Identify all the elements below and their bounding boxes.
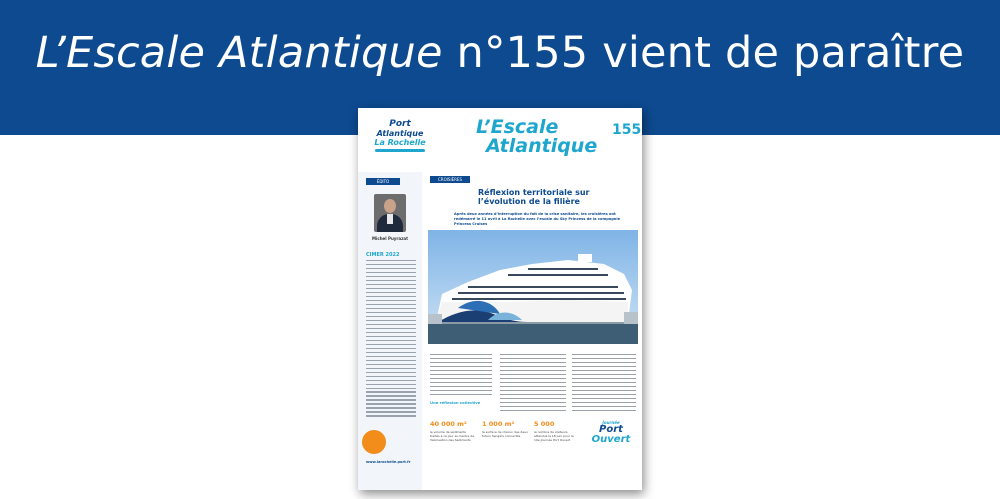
publication-name: L’Escale Atlantique — [35, 28, 443, 78]
stat-item — [534, 420, 580, 442]
stat-value: 1 000 m² — [482, 420, 515, 428]
author-portrait — [374, 194, 406, 232]
article-headline: Réflexion territoriale sur l’évolution de la filière — [478, 188, 590, 206]
logo-line-2: Atlantique — [376, 129, 424, 138]
edito-tag: ÉDITO — [366, 178, 400, 185]
stat-item — [482, 420, 528, 438]
cta-badge — [362, 430, 386, 454]
magazine-title — [476, 118, 597, 156]
article-intro: Après deux années d’interruption du fait de la crise sanitaire, les croisières ont redémarré le 11 avril à La Rochelle avec l’escale du Sky Princess de la compagnie Princess Cruises — [454, 212, 621, 226]
banner-title — [0, 28, 1000, 78]
magazine-cover[interactable] — [358, 108, 642, 490]
event-logo-line-1: Journée — [602, 420, 620, 425]
stat-value: 40 000 m² — [430, 420, 467, 428]
stat-item — [430, 420, 476, 442]
left-column-text — [366, 260, 416, 419]
banner-title-rest: n°155 vient de paraître — [442, 28, 965, 78]
stat-description: le volume de sédiments traités à ce jour au Centre de Valorisation des Sédiments — [430, 430, 475, 442]
website-link: www.larochelle.port.fr — [366, 460, 411, 464]
logo-line-3: La Rochelle — [374, 138, 426, 147]
stat-description: la surface de chacun des deux futurs hangars connectés — [482, 430, 528, 438]
issue-number: 155 — [612, 122, 642, 138]
magazine-title-line-2: Atlantique — [486, 135, 598, 157]
event-logo-line-3: Ouvert — [591, 434, 631, 445]
magazine-title-line-1: L’Escale — [476, 116, 559, 138]
stat-description: le nombre de visiteurs attendus le 18 juin pour la 10e Journée Port Ouvert — [534, 430, 574, 442]
article-subhead: Une réflexion collective — [430, 400, 481, 405]
port-atlantique-logo — [368, 120, 432, 162]
port-ouvert-logo — [586, 420, 636, 445]
event-logo-line-2: Port — [599, 424, 623, 435]
stat-value: 5 000 — [534, 420, 555, 428]
section-tag: CROISIÈRES — [430, 176, 470, 183]
author-name: Michel Puyrazat — [371, 236, 409, 241]
article-column-3 — [572, 354, 636, 414]
article-column-1 — [430, 354, 492, 398]
logo-swoosh-icon — [375, 149, 425, 152]
article-column-2 — [500, 354, 566, 414]
logo-line-1: Port — [389, 119, 411, 129]
left-heading: CIMER 2022 — [366, 252, 400, 258]
cruise-ship-photo — [428, 230, 638, 344]
